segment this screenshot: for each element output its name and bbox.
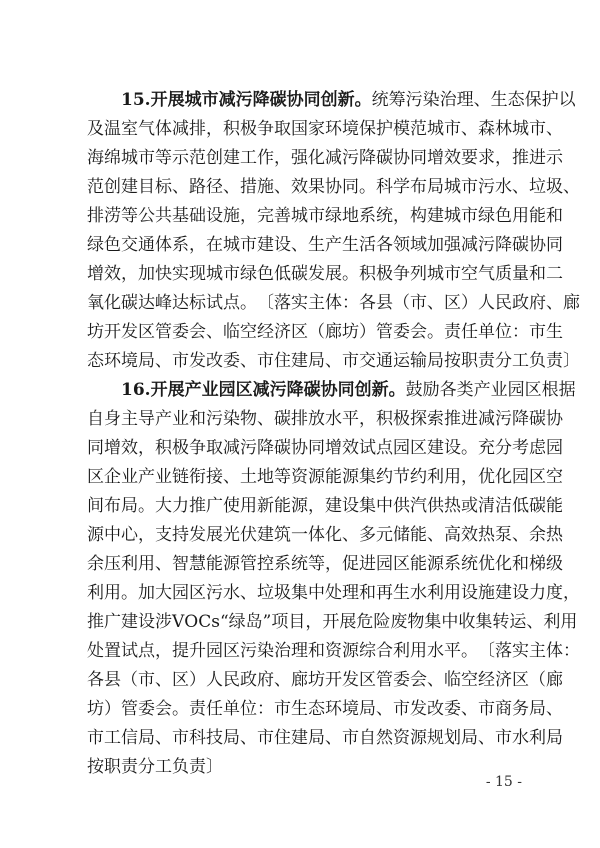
paragraph-line: 海 绵 城 市 等 示 范 创 建 工 作 ， 强 化 减 污 降 碳 协 同 增 效 要 求 ， 推 进 示	[87, 148, 563, 168]
paragraph-line: 区 企 业 产 业 链 衔 接 、 土 地 等 资 源 能 源 集 约 节 约 利 用 ， 优 化 园 区 空	[87, 467, 563, 487]
paragraph-line: 市 工 信 局 、 市 科 技 局 、 市 住 建 局 、 市 自 然 资 源 规 划 局 、 市 水 利 局	[87, 728, 563, 748]
page-number: - 15 -	[485, 774, 522, 790]
paragraph-line: 增 效 ， 加 快 实 现 城 市 绿 色 低 碳 发 展 。 积 极 争 列 城 市 空 气 质 量 和 二	[87, 264, 563, 284]
paragraph-line: 排 涝 等 公 共 基 础 设 施 ， 完 善 城 市 绿 地 系 统 ， 构 建 城 市 绿 色 用 能 和	[87, 206, 563, 226]
paragraph-line: 利 用 。 加 大 园 区 污 水 、 垃 圾 集 中 处 理 和 再 生 水 利 用 设 施 建 设 力 度 ，	[87, 583, 580, 603]
paragraph-line: 及 温 室 气 体 减 排 ， 积 极 争 取 国 家 环 境 保 护 模 范 城 市 、 森 林 城 市 、	[87, 119, 563, 139]
paragraph-line: 范 创 建 目 标 、 路 径 、 措 施 、 效 果 协 同 。 科 学 布 局 城 市 污 水 、 垃 圾 、	[87, 177, 580, 197]
paragraph-line: 间 布 局 。 大 力 推 广 使 用 新 能 源 ， 建 设 集 中 供 汽 供 热 或 清 洁 低 碳 能	[87, 496, 563, 516]
section-15	[87, 86, 580, 376]
paragraph-line: 按职责分工负责〕	[87, 757, 223, 777]
paragraph-line: 处 置 试 点 ， 提 升 园 区 污 染 治 理 和 资 源 综 合 利 用 水 平 。 〔 落 实 主 体 ：	[87, 641, 580, 661]
paragraph-line	[87, 376, 576, 405]
paragraph-line: 余 压 利 用 、 智 慧 能 源 管 控 系 统 等 ， 促 进 园 区 能 源 系 统 优 化 和 梯 级	[87, 554, 563, 574]
paragraph-line: 氧 化 碳 达 峰 达 标 试 点 。 〔 落 实 主 体 ： 各 县 （ 市 、 区 ） 人 民 政 府 、 廊	[87, 293, 580, 313]
section-heading: 16.开展产业园区减污降碳协同创新。	[121, 380, 406, 400]
paragraph-line: 各 县 （ 市 、 区 ） 人 民 政 府 、 廊 坊 开 发 区 管 委 会 、 临 空 经 济 区 （ 廊	[87, 670, 563, 690]
paragraph-line: 坊 ） 管 委 会 。 责 任 单 位 ： 市 生 态 环 境 局 、 市 发 改 委 、 市 商 务 局 、	[87, 699, 563, 719]
paragraph-line: 同 增 效 ， 积 极 争 取 减 污 降 碳 协 同 增 效 试 点 园 区 建 设 。 充 分 考 虑 园	[87, 438, 563, 458]
paragraph-line: 绿 色 交 通 体 系 ， 在 城 市 建 设 、 生 产 生 活 各 领 域 加 强 减 污 降 碳 协 同	[87, 235, 563, 255]
paragraph-line: 自 身 主 导 产 业 和 污 染 物 、 碳 排 放 水 平 ， 积 极 探 索 推 进 减 污 降 碳 协	[87, 409, 563, 429]
paragraph-line	[87, 86, 576, 115]
paragraph-line: 推 广 建 设 涉 V O C s “ 绿 岛 ” 项 目 ， 开 展 危 险 废 物 集 中 收 集 转 运 、 利 用	[87, 612, 578, 632]
paragraph-text: 统筹污染治理、生态保护以	[371, 90, 576, 110]
paragraph-text: 鼓励各类产业园区根据	[405, 380, 576, 400]
paragraph-line: 坊 开 发 区 管 委 会 、 临 空 经 济 区 （ 廊 坊 ） 管 委 会 。 责 任 单 位 ： 市 生	[87, 322, 563, 342]
paragraph-line: 态 环 境 局 、 市 发 改 委 、 市 住 建 局 、 市 交 通 运 输 局 按 职 责 分 工 负 责 〕	[87, 351, 580, 371]
paragraph-line: 源 中 心 ， 支 持 发 展 光 伏 建 筑 一 体 化 、 多 元 储 能 、 高 效 热 泵 、 余 热	[87, 525, 563, 545]
section-heading: 15.开展城市减污降碳协同创新。	[121, 90, 372, 110]
